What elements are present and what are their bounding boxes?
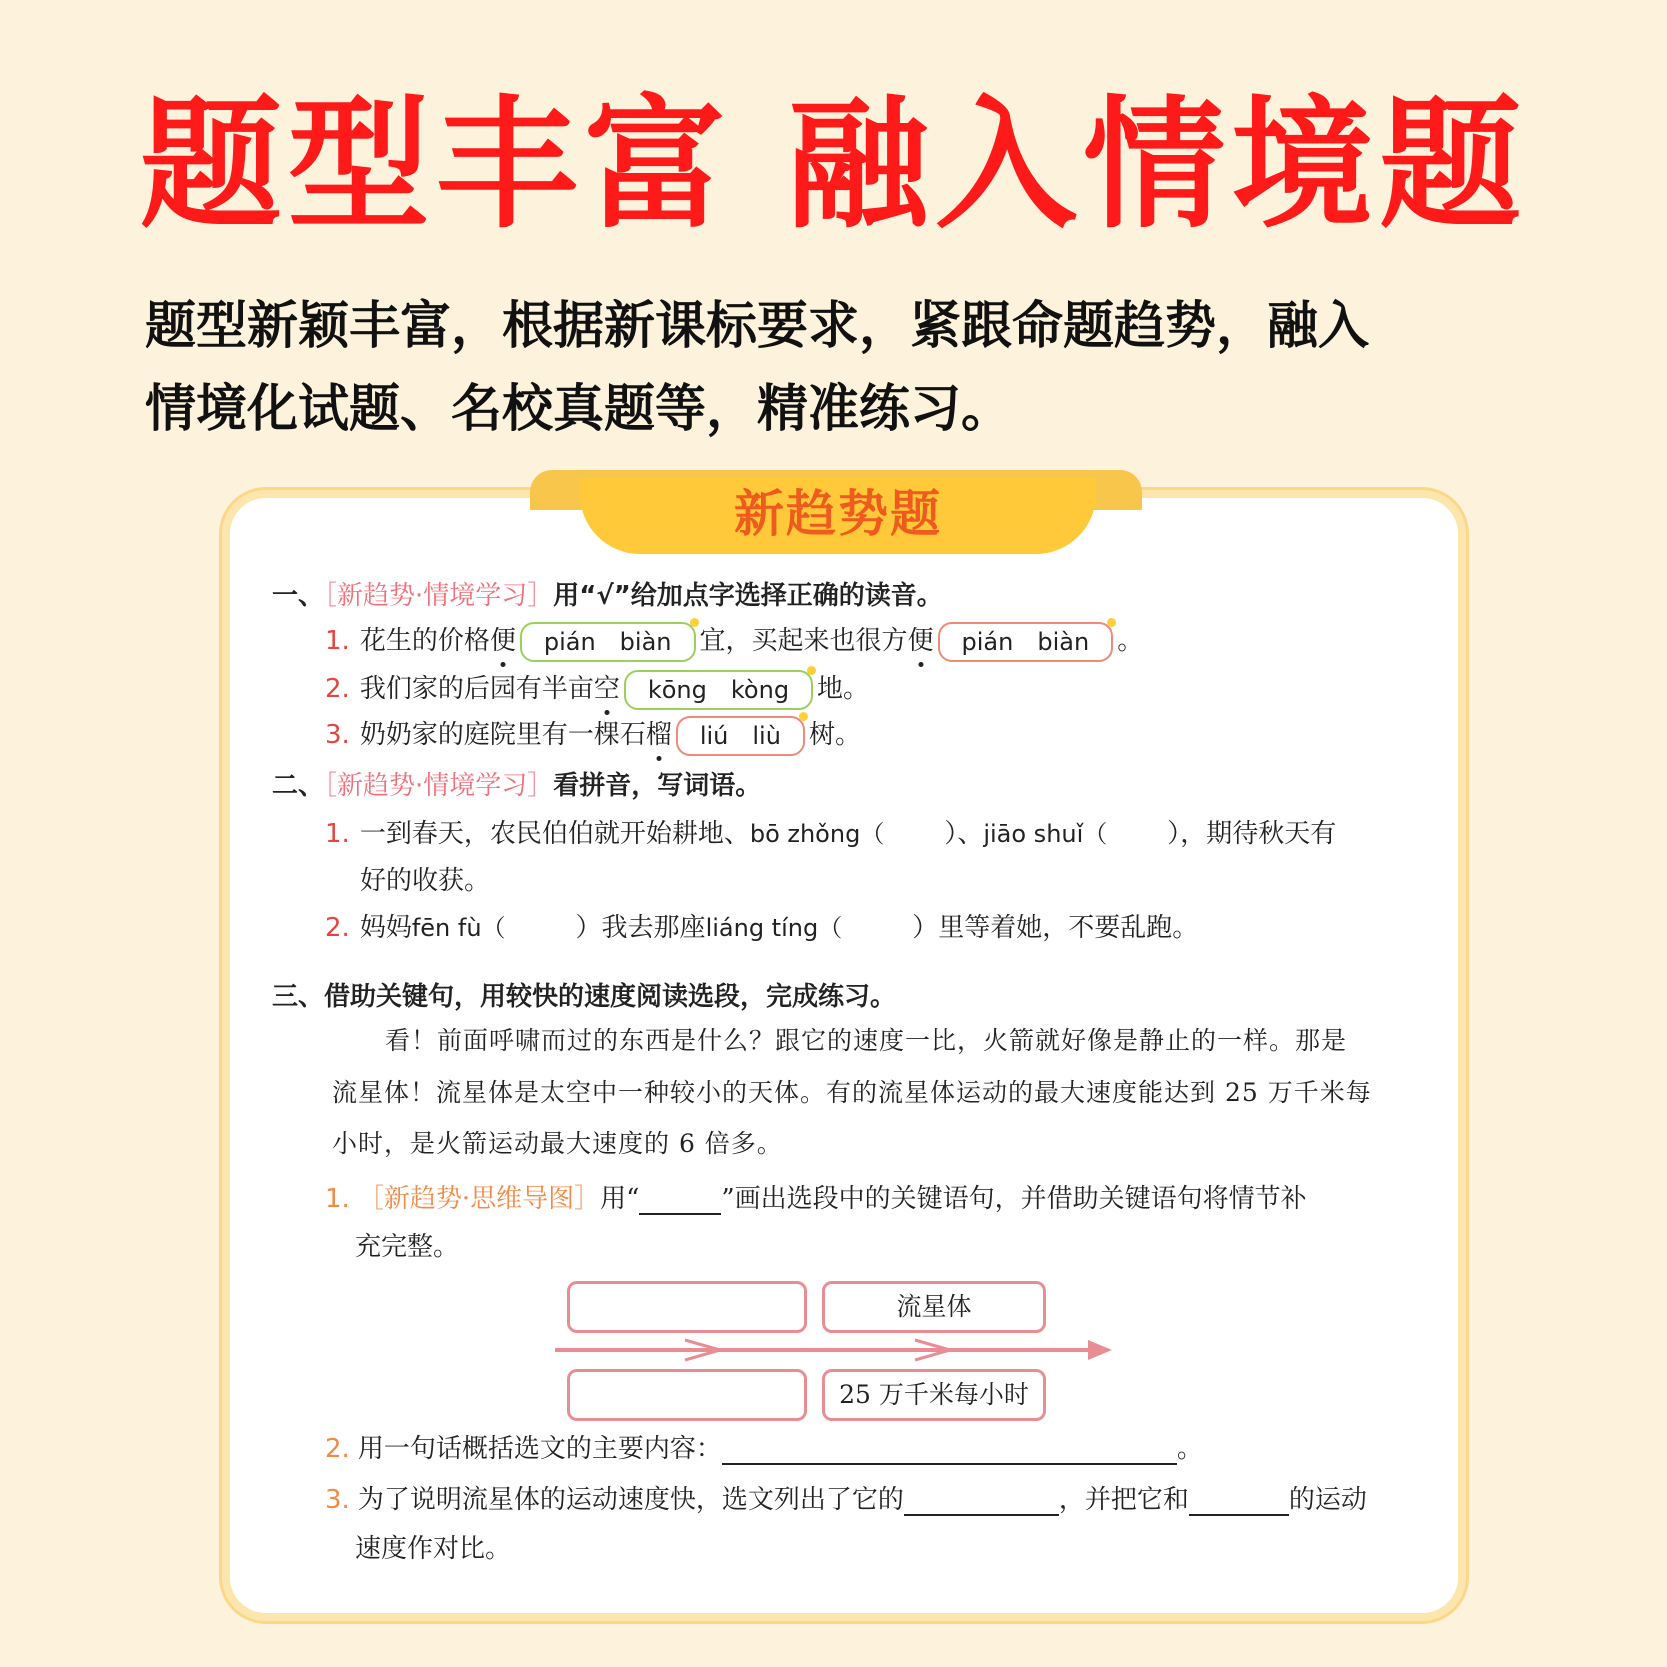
ribbon-banner (580, 478, 1096, 554)
pinyin-choice-box[interactable]: pián biàn (938, 622, 1114, 662)
diagram-box-top-right: 流星体 (822, 1281, 1046, 1333)
q3-heading: 三、借助关键句，用较快的速度阅读选段，完成练习。 (272, 982, 897, 1012)
passage-line-2: 流星体！流星体是太空中一种较小的天体。有的流星体运动的最大速度能达到 25 万千米每 (332, 1078, 1372, 1107)
page-title: 题型丰富 融入情境题 (139, 83, 1528, 248)
diagram-blank-top-left[interactable] (567, 1281, 807, 1333)
q3-sub1-tag: ［新趋势·思维导图］ (357, 1184, 601, 1214)
answer-blank[interactable] (1189, 1488, 1289, 1516)
q3-sub-2: 2. 用一句话概括选文的主要内容： 。 (325, 1434, 1203, 1464)
q3-sub-3-cont: 速度作对比。 (355, 1534, 512, 1564)
pinyin-choice-box[interactable]: pián biàn (520, 622, 696, 662)
diagram-box-bottom-right: 25 万千米每小时 (822, 1369, 1046, 1421)
arrow-head (1088, 1340, 1112, 1360)
q1-item-3: 3. 奶奶家的庭院里有一棵石榴 liú liù 树。 (325, 714, 861, 756)
ribbon-label: 新趋势题 (734, 485, 942, 543)
q3-sub-3: 3. 为了说明流星体的运动速度快，选文列出了它的 ，并把它和 的运动 (325, 1485, 1367, 1515)
passage-line-1: 看！前面呼啸而过的东西是什么？跟它的速度一比，火箭就好像是静止的一样。那是 (385, 1026, 1348, 1055)
q2-item-2: 2. 妈妈fēn fù（ ）我去那座liáng tíng（ ）里等着她，不要乱跑。 (325, 913, 1199, 943)
pinyin-choice-box[interactable]: liú liù (676, 716, 805, 756)
intro-line-1: 题型新颖丰富，根据新课标要求，紧跟命题趋势，融入 (145, 297, 1370, 356)
pinyin-choice-box[interactable]: kōng kòng (624, 670, 813, 710)
q2-item-1-cont: 好的收获。 (360, 866, 491, 896)
intro-line-2: 情境化试题、名校真题等，精准练习。 (145, 380, 1013, 439)
q1-item-2: 2. 我们家的后园有半亩空 kōng kòng 地。 (325, 668, 869, 710)
diagram-blank-bottom-left[interactable] (567, 1369, 807, 1421)
passage-line-3: 小时，是火箭运动最大速度的 6 倍多。 (332, 1129, 783, 1158)
q2-item-1: 1. 一到春天，农民伯伯就开始耕地、bō zhǒng（ ）、jiāo shuǐ（ ），期待秋天有 (325, 819, 1337, 849)
answer-blank[interactable] (722, 1437, 1177, 1465)
q3-sub-1-cont: 充完整。 (355, 1232, 460, 1262)
intro-text (145, 285, 1545, 451)
underline-sample (639, 1187, 721, 1215)
answer-blank[interactable] (904, 1488, 1059, 1516)
q1-item-1: 1. 花生的价格便 pián biàn 宜，买起来也很方便 pián biàn 。 (325, 620, 1143, 662)
q1-tag: ［新趋势·情境学习］ (324, 581, 554, 611)
q3-sub-1: 1. ［新趋势·思维导图］用“ ”画出选段中的关键语句，并借助关键语句将情节补 (325, 1184, 1307, 1214)
q2-heading: 二、［新趋势·情境学习］看拼音，写词语。 (272, 771, 762, 801)
q1-heading: 一、［新趋势·情境学习］用“√”给加点字选择正确的读音。 (272, 581, 943, 611)
q2-tag: ［新趋势·情境学习］ (324, 771, 554, 801)
